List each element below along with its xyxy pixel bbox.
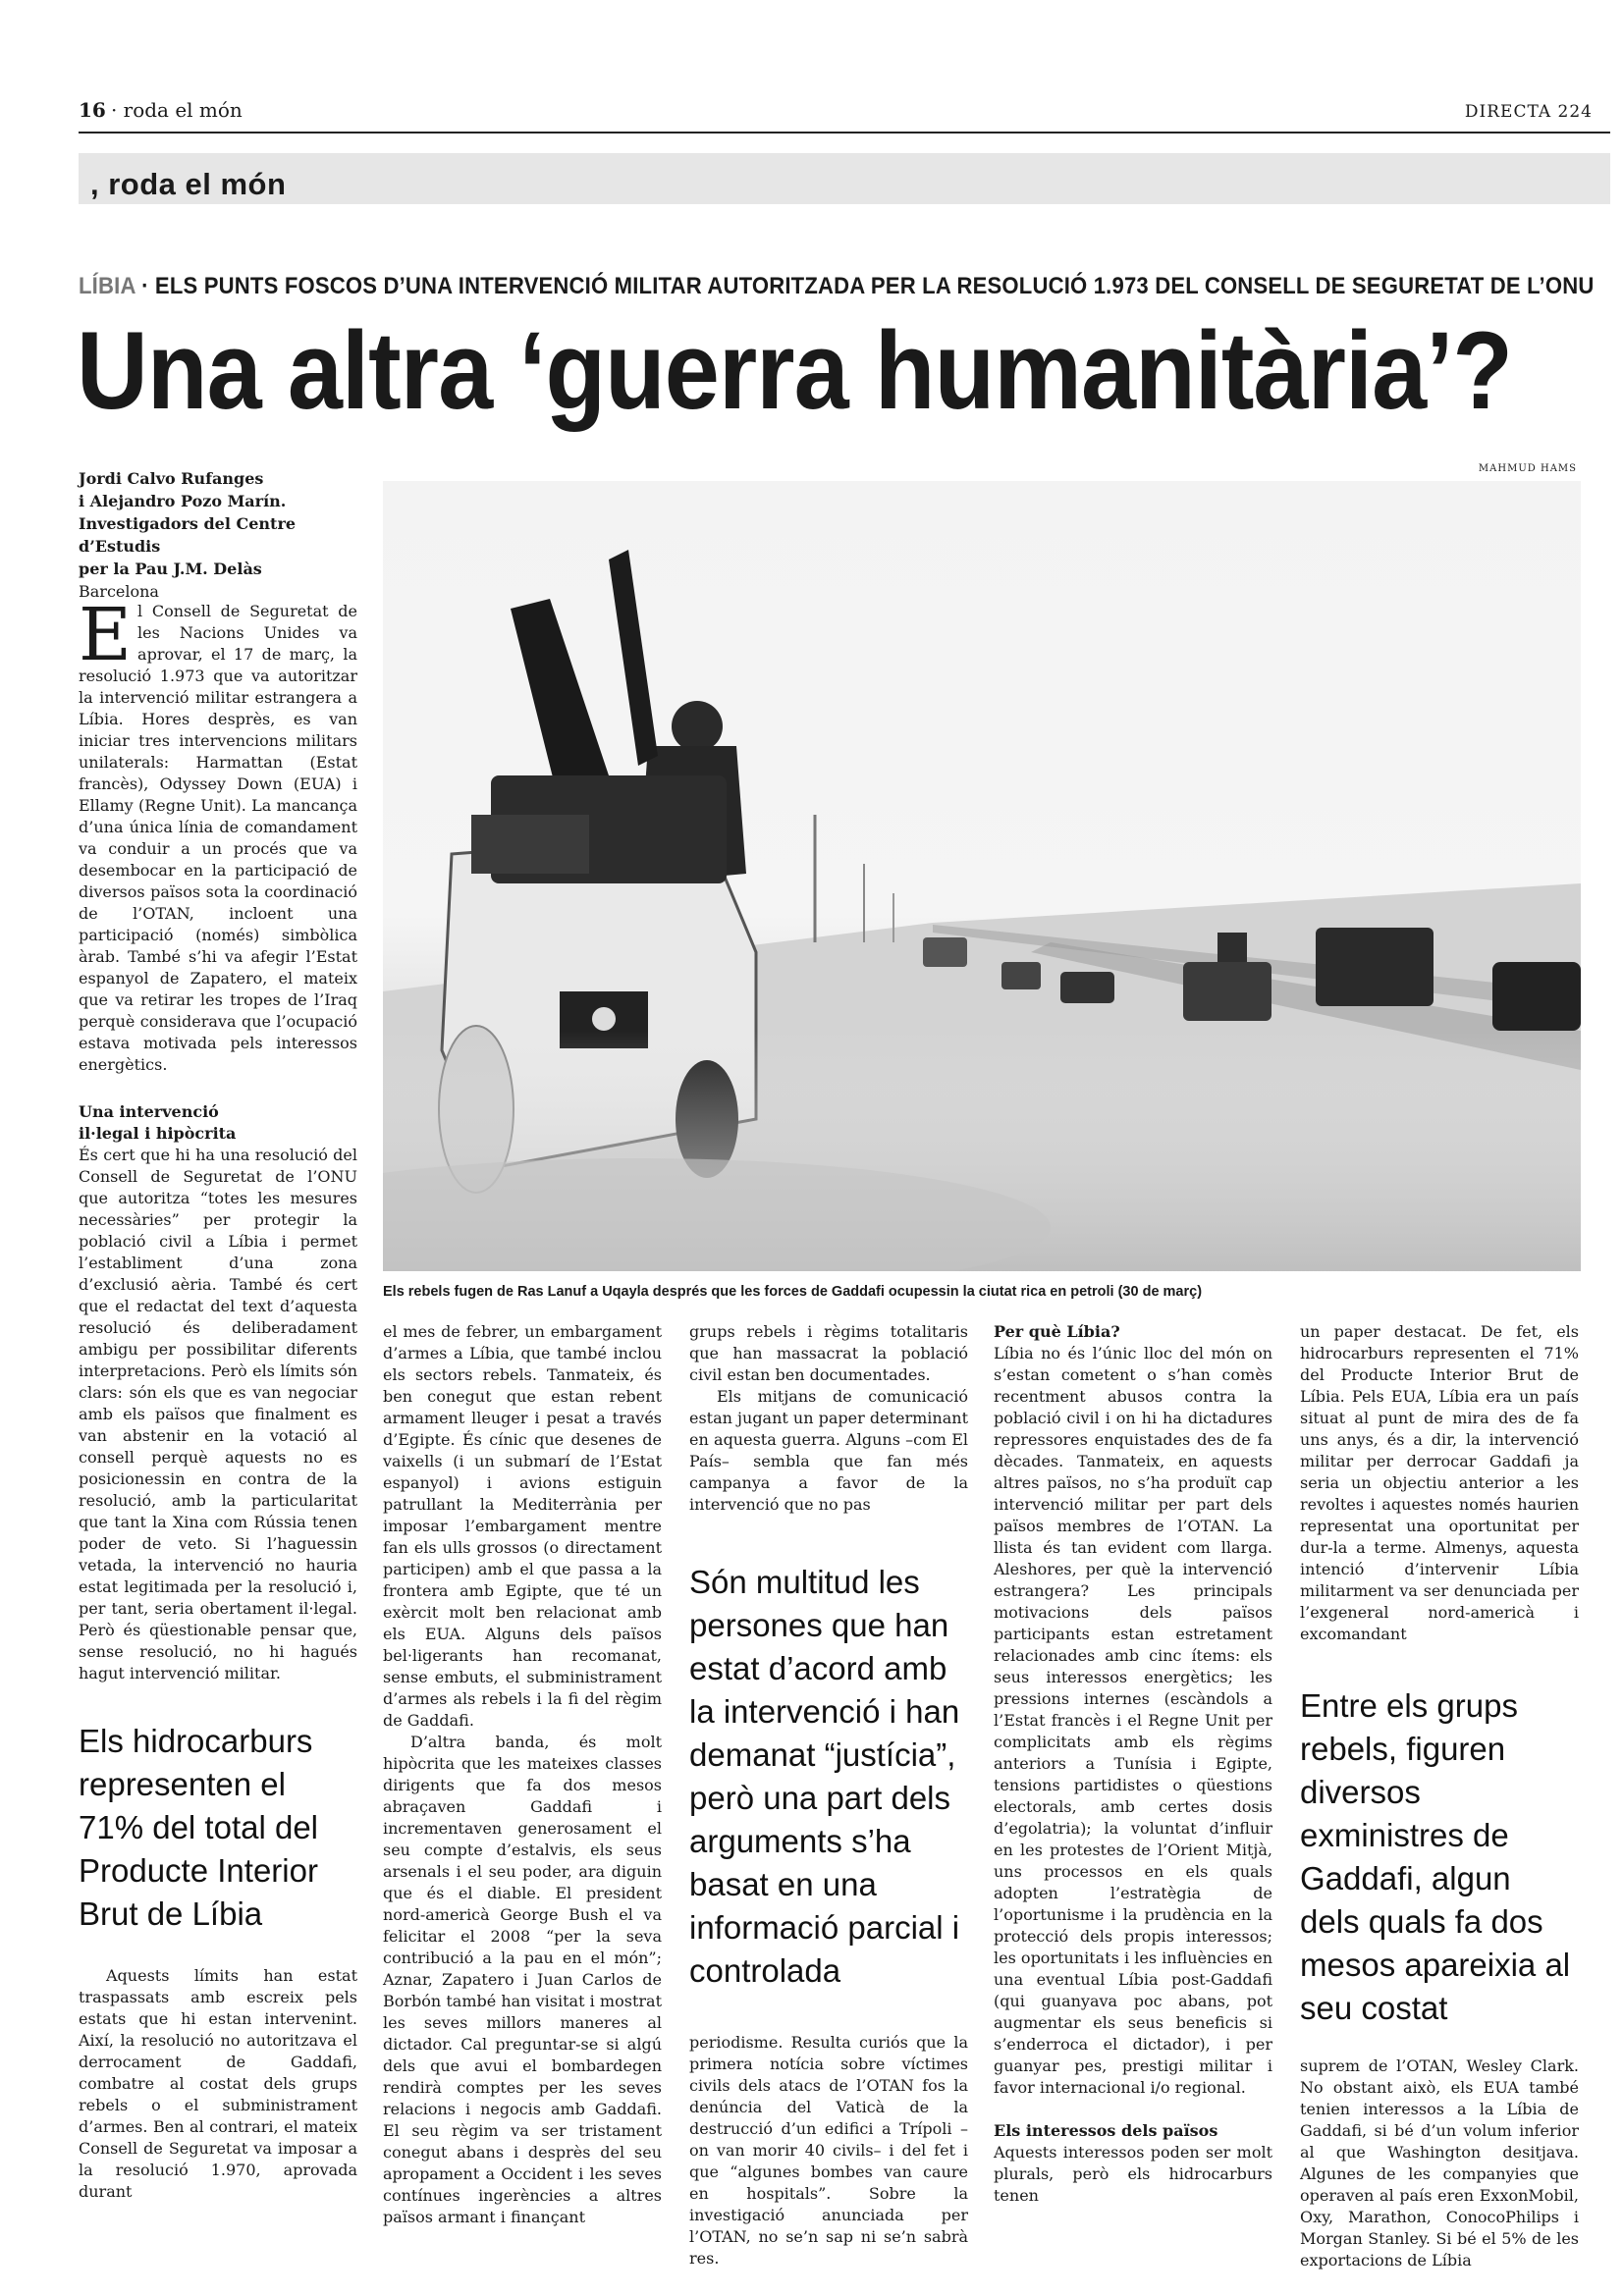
subhead: Els interessos dels països xyxy=(994,2121,1218,2140)
column-5 xyxy=(1300,1321,1579,2271)
kicker xyxy=(79,273,1595,300)
page-number: 16 xyxy=(79,98,106,122)
news-photo xyxy=(383,481,1581,1271)
column-3 xyxy=(689,1321,968,2269)
paragraph: el mes de febrer, un embargament d’armes a Líbia, que també inclou els sectors rebels. Tanmateix, és ben conegut que estan rebent armament lleuger i pesat a través d’Egipte. És cínic que desenes de vaixells (i un submarí de l’Estat espanyol) i avions estiguin patrullant la Mediterrània per imposar l’embargament mentre fan els ulls grossos (o directament participen) amb el que passa a la frontera amb Egipte, que té un exèrcit molt ben relacionat amb els EUA. Alguns dels països bel·ligerants han recomanat, sense embuts, el subministrament d’armes als rebels i la fi del règim de Gaddafi. xyxy=(383,1322,662,1730)
lead-paragraph xyxy=(79,593,357,1076)
subhead-line-2: il·legal i hipòcrita xyxy=(79,1124,237,1143)
photo-credit: MAHMUD HAMS xyxy=(1478,463,1577,474)
lead-text: l Consell de Seguretat de les Nacions Unides va aprovar, el 17 de març, la resolució 1.973 que va autoritzar la intervenció militar estrangera a Líbia. Hores desprès, es van iniciar tres intervencions militars unilaterals: Harmattan (Estat francès), Odyssey Down (EUA) i Ellamy (Regne Unit). La mancança d’una única línia de comandament va conduir a un procés que va desembocar en la participació de diversos països sota la coordinació de l’OTAN, incloent una participació (només) simbòlica àrab. També s’hi va afegir l’Estat espanyol de Zapatero, el mateix que va retirar les tropes de l’Iraq perquè considerava que l’ocupació estava motivada pels interessos energètics. xyxy=(79,602,357,1074)
publication-issue: DIRECTA 224 xyxy=(1464,102,1593,122)
photo-illustration xyxy=(383,481,1581,1271)
paragraph: És cert que hi ha una resolució del Consell de Seguretat de l’ONU que autoritza “totes les mesures necessàries” per protegir la població civil a Líbia i permet l’establiment d’una zona d’exclusió aèria. També és cert que el redactat del text d’aquesta resolució és deliberadament ambigu per possibilitar diferents interpretacions. Però els límits són clars: són els que es van negociar amb els països que finalment es van abstenir en la votació al consell perquè aquests no es posicionessin en contra de la resolució, amb la particularitat que tant la Xina com Rússia tenen poder de veto. Si l’haguessin vetada, la intervenció no hauria estat legitimada per la resolució i, per tant, seria obertament il·legal. Però és qüestionable pensar que, sense resolució, no hi hagués hagut intervenció militar. xyxy=(79,1146,357,1682)
pull-quote: Són multitud les persones que han estat d’acord amb la intervenció i han demanat “justícia”, però una part dels arguments s’ha basat en una informació parcial i controlada xyxy=(689,1564,960,1989)
column-4 xyxy=(994,1321,1272,2207)
top-rule xyxy=(79,132,1610,133)
column-2 xyxy=(383,1321,662,2228)
dateline: Barcelona xyxy=(79,582,159,601)
drop-cap: E xyxy=(79,593,133,677)
section-band xyxy=(79,153,1610,204)
paragraph: grups rebels i règims totalitaris que han massacrat la població civil estan ben documentades. xyxy=(689,1322,968,1384)
author-affiliation-1: Investigadors del Centre d’Estudis xyxy=(79,514,297,556)
section-title: , roda el món xyxy=(90,167,287,201)
headline: Una altra ‘guerra humanitària’? xyxy=(77,309,1513,432)
pull-quote: Entre els grups rebels, figuren diversos exministres de Gaddafi, algun dels quals fa dos mesos apareixia al seu costat xyxy=(1300,1687,1571,2026)
folio xyxy=(79,98,243,122)
author-2: i Alejandro Pozo Marín. xyxy=(79,492,287,510)
paragraph: Els mitjans de comunicació estan jugant un paper determinant en aquesta guerra. Alguns –com El País– sembla que fan més campanya a favor de la intervenció que no pas xyxy=(689,1387,968,1514)
column-1 xyxy=(79,593,357,2203)
paragraph: un paper destacat. De fet, els hidrocarburs representen el 71% del Producte Interior Brut de Líbia. Pels EUA, Líbia era un país situat al punt de mira des de fa uns anys, és a dir, la intervenció militar per derrocar Gaddafi ja seria un objectiu anterior a les revoltes i aquestes només haurien representat una oportunitat per dur-la a terme. Almenys, aquesta intenció d’intervenir Líbia militarment va ser denunciada per l’exgeneral nord-americà i excomandant xyxy=(1300,1322,1579,1643)
paragraph: periodisme. Resulta curiós que la primera notícia sobre víctimes civils dels atacs de l’OTAN fos la denúncia del Vaticà de la destrucció d’un edifici a Trípoli –on van morir 40 civils– i del fet i que “algunes bombes van caure en hospitals”. Sobre la investigació anunciada per l’OTAN, no se’n sap ni se’n sabrà res. xyxy=(689,2033,968,2268)
folio-section: · roda el món xyxy=(110,98,243,122)
kicker-tag: LÍBIA xyxy=(79,273,135,299)
author-1: Jordi Calvo Rufanges xyxy=(79,469,264,488)
paragraph: D’altra banda, és molt hipòcrita que les mateixes classes dirigents que fa dos mesos abraçaven Gaddafi i incrementaven generosament el seu compte d’estalvis, els seus arsenals i el seu poder, ara diguin que és el diable. El president nord-americà George Bush el va felicitar el 2008 “per la seva contribució a la pau en el món”; Aznar, Zapatero i Juan Carlos de Borbón també han visitat i mostrat les seves millors maneres al dictador. Cal preguntar-se si algú dels que avui el bombardegen rendirà comptes per les seves relacions i negocis amb Gaddafi. El seu règim va ser tristament conegut abans i desprès del seu apropament a Occident i les seves contínues ingerències a altres països armant i finançant xyxy=(383,1733,662,2226)
photo-caption: Els rebels fugen de Ras Lanuf a Uqayla després que les forces de Gaddafi ocupessin la ciutat rica en petroli (30 de març) xyxy=(383,1284,1203,1300)
paragraph: Aquests límits han estat traspassats amb escreix pels estats que hi estan intervenint. Així, la resolució no autoritzava el derrocament de Gaddafi, combatre al costat dels grups rebels o el subministrament d’armes. Ben al contrari, el mateix Consell de Seguretat va imposar a la resolució 1.970, aprovada durant xyxy=(79,1966,357,2201)
paragraph: suprem de l’OTAN, Wesley Clark. No obstant això, els EUA també tenien interessos a la Líbia de Gaddafi, si bé d’un volum inferior al que Washington desitjava. Algunes de les companyies que operaven al país eren ExxonMobil, Oxy, Marathon, ConocoPhilips i Morgan Stanley. Si bé el 5% de les exportacions de Líbia xyxy=(1300,2056,1579,2269)
kicker-text: · ELS PUNTS FOSCOS D’UNA INTERVENCIÓ MILITAR AUTORITZADA PER LA RESOLUCIÓ 1.973 DEL CONSELL DE SEGURETAT DE L’ONU xyxy=(135,273,1595,299)
pull-quote: Els hidrocarburs representen el 71% del total del Producte Interior Brut de Líbia xyxy=(79,1723,319,1932)
subhead: Una intervenció xyxy=(79,1102,219,1121)
subhead: Per què Líbia? xyxy=(994,1322,1120,1341)
paragraph: Líbia no és l’únic lloc del món on s’estan cometent o s’han comès recentment abusos contra la població civil i on hi ha dictadures repressores enquistades des de fa dècades. Tanmateix, en aquests altres països, no s’ha produït cap intervenció militar per part dels països membres de l’OTAN. La llista és tan evident com llarga. Aleshores, per què la intervenció estrangera? Les principals motivacions dels països participants estan estretament relacionades amb cinc ítems: els seus interessos energètics; les pressions internes (escàndols a l’Estat francès i el Regne Unit per complicitats amb els règims anteriors a Tunísia i Egipte, tensions partidistes o qüestions electorals, amb certes dosis d’egolatria); la voluntat d’influir en les protestes de l’Orient Mitjà, uns processos en els quals adopten l’estratègia de l’oportunisme i la prudència en la protecció dels propis interessos; les oportunitats i les influències en una eventual Líbia post-Gaddafi (qui guanyava poc abans, pot augmentar els seus beneficis si s’enderroca el dictador), i per guanyar pes, prestigi militar i favor internacional i/o regional. xyxy=(994,1344,1272,2097)
paragraph: Aquests interessos poden ser molt plurals, però els hidrocarburs tenen xyxy=(994,2143,1272,2205)
byline xyxy=(79,467,363,603)
author-affiliation-2: per la Pau J.M. Delàs xyxy=(79,560,262,578)
